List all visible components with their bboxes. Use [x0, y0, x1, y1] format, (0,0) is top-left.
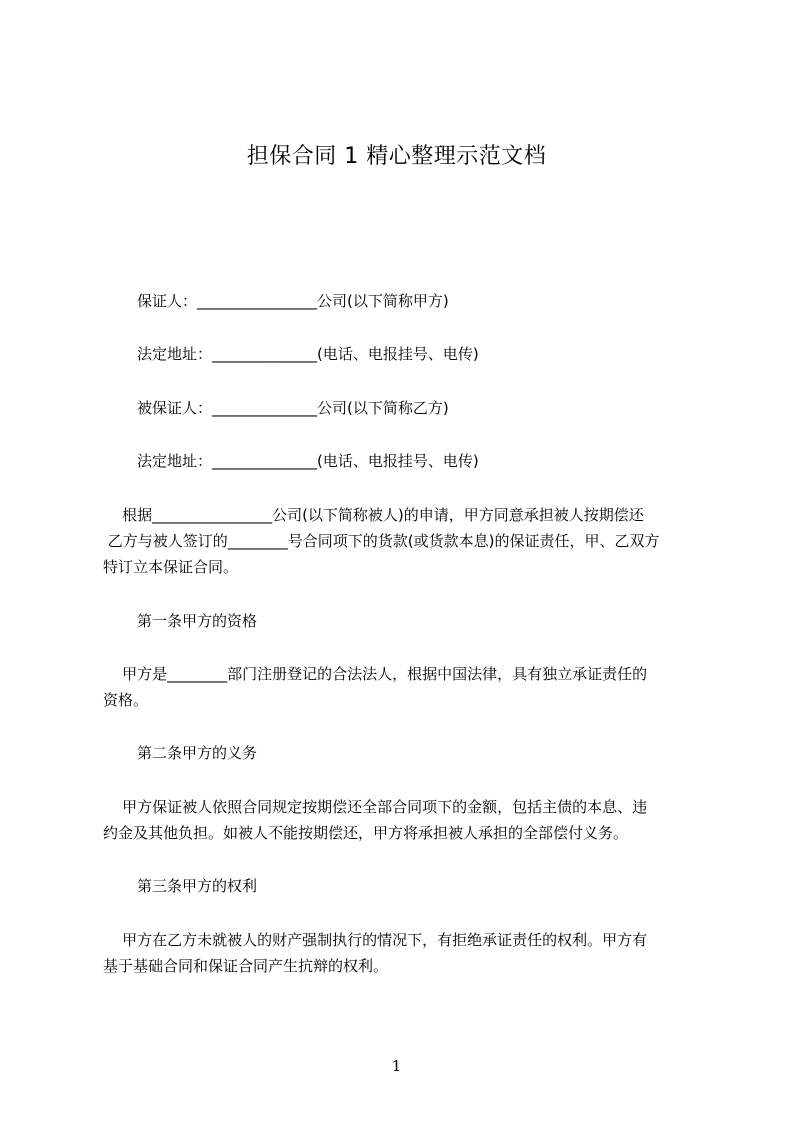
guaranteed-line: 被保证人：______________公司(以下简称乙方)	[137, 399, 449, 417]
article-1-heading: 第一条甲方的资格	[137, 612, 258, 630]
preamble-paragraph	[103, 502, 700, 580]
guarantor-address-line: 法定地址：______________(电话、电报挂号、电传)	[137, 345, 479, 363]
article-2-paragraph	[103, 794, 700, 846]
article-1-line: 资格。	[103, 691, 149, 709]
article-3-paragraph	[103, 927, 700, 979]
guarantor-line: 保证人：________________公司(以下简称甲方)	[137, 292, 449, 310]
document-title: 担保合同 1 精心整理示范文档	[246, 144, 547, 169]
guaranteed-address-line: 法定地址：______________(电话、电报挂号、电传)	[137, 452, 479, 470]
preamble-line: 乙方与被人签订的________号合同项下的货款(或货款本息)的保证责任，甲、乙双方	[103, 532, 660, 550]
page-number: 1	[391, 1057, 402, 1075]
article-3-heading: 第三条甲方的权利	[137, 877, 258, 895]
article-2-heading: 第二条甲方的义务	[137, 744, 258, 762]
article-2-line: 约金及其他负担。如被人不能按期偿还，甲方将承担被人承担的全部偿付义务。	[103, 824, 629, 842]
preamble-line: 根据________________公司(以下简称被人)的申请，甲方同意承担被人按期偿还	[103, 506, 644, 524]
article-3-line: 基于基础合同和保证合同产生抗辩的权利。	[103, 957, 389, 975]
article-2-line: 甲方保证被人依照合同规定按期偿还全部合同项下的金额，包括主债的本息、违	[103, 798, 648, 816]
article-1-paragraph	[103, 661, 700, 713]
preamble-line: 特订立本保证合同。	[103, 558, 239, 576]
article-3-line: 甲方在乙方未就被人的财产强制执行的情况下，有拒绝承证责任的权利。甲方有	[103, 931, 648, 949]
article-1-line: 甲方是________部门注册登记的合法法人，根据中国法律，具有独立承证责任的	[103, 665, 648, 683]
